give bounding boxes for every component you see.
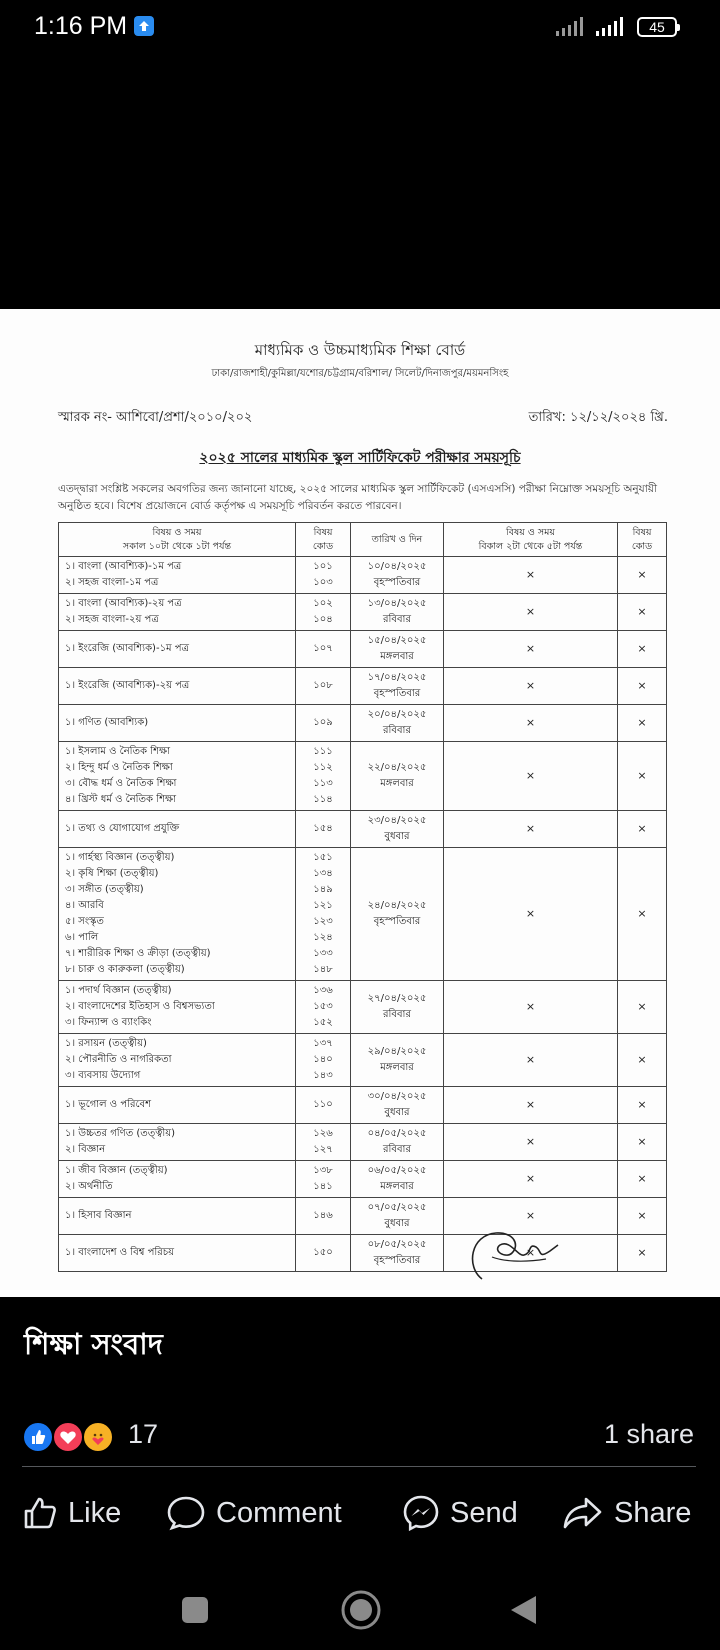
date-day-cell <box>351 1235 444 1272</box>
date-day-cell <box>351 631 444 668</box>
subject-code: ১৪৯ <box>313 884 333 895</box>
subject-code: ১৩৭ <box>313 1038 333 1049</box>
subject-name: ২। বিজ্ঞান <box>65 1144 106 1155</box>
afternoon-code-cell: × <box>618 1034 667 1087</box>
afternoon-subject-cell: × <box>444 742 618 811</box>
subject-code-cell <box>296 557 351 594</box>
subject-name: ৭। শারীরিক শিক্ষা ও ক্রীড়া (তত্ত্বীয়) <box>65 948 211 959</box>
exam-date: ২৯/০৪/২০২৫ <box>367 1046 427 1057</box>
subject-name: ১। ইসলাম ও নৈতিক শিক্ষা <box>65 746 171 757</box>
subject-cell <box>59 811 296 848</box>
share-count[interactable]: 1 share <box>603 1419 694 1449</box>
exam-date: ১৫/০৪/২০২৫ <box>367 635 427 646</box>
date-day-cell <box>351 1124 444 1161</box>
date-day-cell <box>351 1087 444 1124</box>
subject-cell <box>59 981 296 1034</box>
square-icon <box>181 1596 209 1624</box>
upload-icon <box>134 16 154 36</box>
date-day-cell <box>351 594 444 631</box>
subject-name: ৫। সংস্কৃত <box>65 916 104 927</box>
subject-code-cell <box>296 1161 351 1198</box>
header-afternoon-subject: বিষয় ও সময় বিকাল ২টা থেকে ৫টা পর্যন্ত <box>444 523 618 557</box>
subject-code-cell <box>296 631 351 668</box>
exam-date: ১৭/০৪/২০২৫ <box>367 672 427 683</box>
exam-day: মঙ্গলবার <box>380 1181 414 1192</box>
afternoon-subject-cell: × <box>444 631 618 668</box>
exam-date: ২২/০৪/২০২৫ <box>367 762 427 773</box>
like-button[interactable] <box>22 1488 121 1538</box>
exam-day: রবিবার <box>383 1144 411 1155</box>
afternoon-code-cell: × <box>618 981 667 1034</box>
afternoon-code-cell: × <box>618 594 667 631</box>
date-day-cell <box>351 668 444 705</box>
table-row <box>59 631 667 668</box>
subject-code: ১৩৬ <box>313 985 333 996</box>
subject-code: ১৫৪ <box>313 823 333 834</box>
android-nav-bar <box>0 1570 720 1650</box>
date-day-cell <box>351 742 444 811</box>
subject-code: ১১৩ <box>313 778 333 789</box>
exam-day: রবিবার <box>383 614 411 625</box>
afternoon-code-cell: × <box>618 1124 667 1161</box>
doc-board-cities: ঢাকা/রাজশাহী/কুমিল্লা/যশোর/চট্টগ্রাম/বরিশাল/ সিলেট/দিনাজপুর/ময়মনসিংহ <box>211 368 509 379</box>
header-date-day: তারিখ ও দিন <box>351 523 444 557</box>
subject-code: ১০১ <box>313 561 333 572</box>
table-row <box>59 705 667 742</box>
subject-name: ১। উচ্চতর গণিত (তত্ত্বীয়) <box>65 1128 176 1139</box>
exam-date: ০৪/০৫/২০২৫ <box>367 1128 427 1139</box>
exam-date: ১৩/০৪/২০২৫ <box>367 598 427 609</box>
subject-name: ১। ইংরেজি (আবশ্যিক)-১ম পত্র <box>65 643 189 654</box>
afternoon-subject-cell: × <box>444 1034 618 1087</box>
subject-cell <box>59 848 296 981</box>
afternoon-subject-cell: × <box>444 1124 618 1161</box>
post-action-bar <box>0 1488 720 1538</box>
like-icon <box>22 1495 58 1531</box>
exam-day: রবিবার <box>383 1009 411 1020</box>
afternoon-subject-cell: × <box>444 1087 618 1124</box>
exam-date: ২৩/০৪/২০২৫ <box>367 815 427 826</box>
subject-code: ১৪৮ <box>313 964 333 975</box>
date-day-cell <box>351 848 444 981</box>
subject-code: ১৫০ <box>313 1247 333 1258</box>
post-image[interactable] <box>0 309 720 1297</box>
doc-title: ২০২৫ সালের মাধ্যমিক স্কুল সার্টিফিকেট পরীক্ষার সময়সূচি <box>199 450 521 466</box>
header-code: বিষয় কোড <box>296 523 351 557</box>
date-day-cell <box>351 557 444 594</box>
home-button[interactable] <box>338 1570 384 1650</box>
subject-name: ৩। বৌদ্ধ ধর্ম ও নৈতিক শিক্ষা <box>65 778 177 789</box>
exam-day: মঙ্গলবার <box>380 1062 414 1073</box>
afternoon-code-cell: × <box>618 1161 667 1198</box>
exam-date: ৩০/০৪/২০২৫ <box>367 1091 427 1102</box>
table-row <box>59 1161 667 1198</box>
subject-name: ১। রসায়ন (তত্ত্বীয়) <box>65 1038 147 1049</box>
subject-name: ২। অর্থনীতি <box>65 1181 113 1192</box>
subject-cell <box>59 1087 296 1124</box>
subject-cell <box>59 668 296 705</box>
exam-date: ১০/০৪/২০২৫ <box>367 561 427 572</box>
table-row <box>59 668 667 705</box>
subject-code: ১৫২ <box>313 1017 333 1028</box>
header-morning-subject: বিষয় ও সময় সকাল ১০টা থেকে ১টা পর্যন্ত <box>59 523 296 557</box>
exam-day: বুধবার <box>384 1218 410 1229</box>
care-reaction-icon <box>82 1421 114 1453</box>
table-row <box>59 981 667 1034</box>
subject-code: ১৪৩ <box>313 1070 333 1081</box>
subject-name: ১। ভূগোল ও পরিবেশ <box>65 1099 151 1110</box>
subject-code: ১৩৪ <box>313 868 333 879</box>
subject-cell <box>59 1161 296 1198</box>
doc-reference: স্মারক নং- আশিবো/প্রশা/২০১০/২০২ <box>58 410 253 425</box>
subject-code-cell <box>296 981 351 1034</box>
exam-day: বুধবার <box>384 831 410 842</box>
date-day-cell <box>351 981 444 1034</box>
signal-icon <box>556 16 586 36</box>
table-row <box>59 848 667 981</box>
subject-code: ১২৪ <box>313 932 333 943</box>
exam-day: বৃহস্পতিবার <box>373 916 421 927</box>
recents-button[interactable] <box>170 1570 220 1650</box>
subject-name: ২। বাংলাদেশের ইতিহাস ও বিশ্বসভ্যতা <box>65 1001 215 1012</box>
subject-name: ২। কৃষি শিক্ষা (তত্ত্বীয়) <box>65 868 159 879</box>
subject-code: ১০৯ <box>313 717 333 728</box>
afternoon-code-cell: × <box>618 848 667 981</box>
subject-code: ১২৬ <box>313 1128 333 1139</box>
exam-schedule-table <box>58 522 667 1272</box>
table-row <box>59 742 667 811</box>
subject-name: ১। বাংলা (আবশ্যিক)-১ম পত্র <box>65 561 182 572</box>
subject-code: ১৩৩ <box>313 948 333 959</box>
subject-code-cell <box>296 668 351 705</box>
subject-code: ১২৭ <box>313 1144 333 1155</box>
subject-name: ৩। ফিন্যান্স ও ব্যাংকিং <box>65 1017 152 1028</box>
subject-name: ১। জীব বিজ্ঞান (তত্ত্বীয়) <box>65 1165 168 1176</box>
subject-cell <box>59 1198 296 1235</box>
comment-icon <box>166 1495 206 1531</box>
subject-name: ৩। ব্যবসায় উদ্যোগ <box>65 1070 141 1081</box>
subject-name: ৪। খ্রিস্ট ধর্ম ও নৈতিক শিক্ষা <box>65 794 177 805</box>
table-row <box>59 1235 667 1272</box>
subject-code: ১৫১ <box>313 852 333 863</box>
subject-code: ১২৩ <box>313 916 333 927</box>
afternoon-subject-cell: × <box>444 1161 618 1198</box>
subject-cell <box>59 631 296 668</box>
subject-code-cell <box>296 1198 351 1235</box>
exam-date: ০৭/০৫/২০২৫ <box>367 1202 427 1213</box>
subject-code: ১০৩ <box>313 577 333 588</box>
date-day-cell <box>351 705 444 742</box>
back-triangle-icon <box>508 1594 538 1626</box>
subject-name: ২। পৌরনীতি ও নাগরিকতা <box>65 1054 172 1065</box>
subject-code: ১২১ <box>313 900 333 911</box>
send-button[interactable] <box>402 1488 518 1538</box>
afternoon-code-cell: × <box>618 705 667 742</box>
like-reaction-icon <box>22 1421 54 1453</box>
afternoon-subject-cell: × <box>444 811 618 848</box>
subject-cell <box>59 742 296 811</box>
subject-name: ১। হিসাব বিজ্ঞান <box>65 1210 132 1221</box>
divider <box>22 1466 696 1467</box>
table-row <box>59 811 667 848</box>
battery-icon: 45 <box>637 17 677 37</box>
share-button[interactable] <box>562 1488 691 1538</box>
signal-icon-2 <box>596 16 626 36</box>
afternoon-code-cell: × <box>618 1087 667 1124</box>
subject-code: ১০৭ <box>313 643 333 654</box>
subject-code: ১০৮ <box>313 680 333 691</box>
afternoon-subject-cell: × <box>444 557 618 594</box>
doc-intro: এতদ্দ্বারা সংশ্লিষ্ট সকলের অবগতির জন্য জানানো যাচ্ছে, ২০২৫ সালের মাধ্যমিক স্কুল সার্টিফিকেট (এসএসসি) পরীক্ষা নিম্নোক্ত সময়সূচি অনুযায়ী অনুষ্ঠিত হবে। বিশেষ প্রয়োজনে বোর্ড কর্তৃপক্ষ এ সময়সূচি পরিবর্তন করতে পারবেন। <box>58 483 657 512</box>
afternoon-code-cell: × <box>618 1198 667 1235</box>
comment-label: Comment <box>216 1496 342 1529</box>
share-icon <box>562 1495 604 1531</box>
doc-board-name: মাধ্যমিক ও উচ্চমাধ্যমিক শিক্ষা বোর্ড <box>254 341 466 359</box>
back-button[interactable] <box>503 1570 543 1650</box>
afternoon-subject-cell: × <box>444 705 618 742</box>
exam-date: ২০/০৪/২০২৫ <box>367 709 427 720</box>
exam-date: ২৭/০৪/২০২৫ <box>367 993 427 1004</box>
like-label: Like <box>68 1496 122 1529</box>
subject-code-cell <box>296 594 351 631</box>
subject-cell <box>59 1124 296 1161</box>
afternoon-code-cell: × <box>618 742 667 811</box>
subject-code-cell <box>296 1034 351 1087</box>
subject-code: ১০২ <box>313 598 333 609</box>
date-day-cell <box>351 811 444 848</box>
subject-name: ৬। পালি <box>65 932 99 943</box>
subject-name: ৪। আরবি <box>65 900 104 911</box>
subject-code-cell <box>296 705 351 742</box>
exam-date: ০৬/০৫/২০২৫ <box>367 1165 427 1176</box>
status-time: 1:16 PM <box>34 12 128 40</box>
subject-code-cell <box>296 1235 351 1272</box>
love-reaction-icon <box>52 1421 84 1453</box>
subject-code: ১৫৩ <box>313 1001 333 1012</box>
subject-code: ১০৪ <box>313 614 333 625</box>
share-label: Share <box>614 1496 692 1529</box>
subject-name: ১। পদার্থ বিজ্ঞান (তত্ত্বীয়) <box>65 985 172 996</box>
afternoon-subject-cell: × <box>444 668 618 705</box>
subject-code-cell <box>296 1124 351 1161</box>
exam-date: ২৪/০৪/২০২৫ <box>367 900 427 911</box>
table-header-row <box>59 523 667 557</box>
status-bar <box>0 0 720 56</box>
table-row <box>59 557 667 594</box>
subject-cell <box>59 1235 296 1272</box>
subject-name: ১। বাংলাদেশ ও বিশ্ব পরিচয় <box>65 1247 175 1258</box>
subject-name: ১। গণিত (আবশ্যিক) <box>65 717 149 728</box>
afternoon-subject-cell: × <box>444 848 618 981</box>
date-day-cell <box>351 1034 444 1087</box>
afternoon-code-cell: × <box>618 631 667 668</box>
afternoon-code-cell: × <box>618 668 667 705</box>
exam-date: ০৮/০৫/২০২৫ <box>367 1239 427 1250</box>
reaction-count[interactable]: 17 <box>128 1419 159 1449</box>
exam-day: বৃহস্পতিবার <box>373 577 421 588</box>
header-code-2: বিষয় কোড <box>618 523 667 557</box>
table-row <box>59 1034 667 1087</box>
date-day-cell <box>351 1161 444 1198</box>
doc-date: তারিখ: ১২/১২/২০২৪ খ্রি. <box>528 410 668 425</box>
signature-image <box>462 1227 562 1287</box>
subject-name: ২। সহজ বাংলা-১ম পত্র <box>65 577 159 588</box>
subject-code: ১৪৬ <box>313 1210 333 1221</box>
afternoon-code-cell: × <box>618 1235 667 1272</box>
subject-cell <box>59 705 296 742</box>
subject-code-cell <box>296 742 351 811</box>
subject-name: ২। হিন্দু ধর্ম ও নৈতিক শিক্ষা <box>65 762 173 773</box>
subject-name: ২। সহজ বাংলা-২য় পত্র <box>65 614 159 625</box>
subject-cell <box>59 594 296 631</box>
subject-code-cell <box>296 1087 351 1124</box>
afternoon-subject-cell: × <box>444 981 618 1034</box>
table-row <box>59 1124 667 1161</box>
table-row <box>59 594 667 631</box>
afternoon-subject-cell: × <box>444 1235 618 1272</box>
table-row <box>59 1198 667 1235</box>
subject-code: ১৪০ <box>313 1054 333 1065</box>
comment-button[interactable] <box>166 1488 342 1538</box>
subject-code: ১৩৮ <box>313 1165 333 1176</box>
afternoon-code-cell: × <box>618 557 667 594</box>
subject-name: ১। ইংরেজি (আবশ্যিক)-২য় পত্র <box>65 680 190 691</box>
afternoon-subject-cell: × <box>444 594 618 631</box>
afternoon-code-cell: × <box>618 811 667 848</box>
exam-day: বৃহস্পতিবার <box>373 688 421 699</box>
subject-code-cell <box>296 811 351 848</box>
send-label: Send <box>450 1496 518 1529</box>
subject-code: ১১১ <box>313 746 333 757</box>
subject-name: ১। তথ্য ও যোগাযোগ প্রযুক্তি <box>65 823 180 834</box>
subject-code: ১১০ <box>313 1099 333 1110</box>
subject-name: ১। গার্হস্থ্য বিজ্ঞান (তত্ত্বীয়) <box>65 852 175 863</box>
exam-day: রবিবার <box>383 725 411 736</box>
circle-icon <box>340 1589 382 1631</box>
subject-cell <box>59 557 296 594</box>
exam-day: বৃহস্পতিবার <box>373 1255 421 1266</box>
subject-name: ১। বাংলা (আবশ্যিক)-২য় পত্র <box>65 598 182 609</box>
exam-day: মঙ্গলবার <box>380 778 414 789</box>
subject-name: ৩। সঙ্গীত (তত্ত্বীয়) <box>65 884 144 895</box>
exam-day: বুধবার <box>384 1107 410 1118</box>
date-day-cell <box>351 1198 444 1235</box>
messenger-icon <box>402 1494 440 1532</box>
table-row <box>59 1087 667 1124</box>
subject-name: ৮। চারু ও কারুকলা (তত্ত্বীয়) <box>65 964 185 975</box>
subject-code: ১১২ <box>313 762 333 773</box>
afternoon-subject-cell: × <box>444 1198 618 1235</box>
exam-day: মঙ্গলবার <box>380 651 414 662</box>
subject-code: ১৪১ <box>313 1181 333 1192</box>
subject-code: ১১৪ <box>313 794 333 805</box>
subject-cell <box>59 1034 296 1087</box>
subject-code-cell <box>296 848 351 981</box>
post-caption: শিক্ষা সংবাদ <box>24 1327 163 1361</box>
